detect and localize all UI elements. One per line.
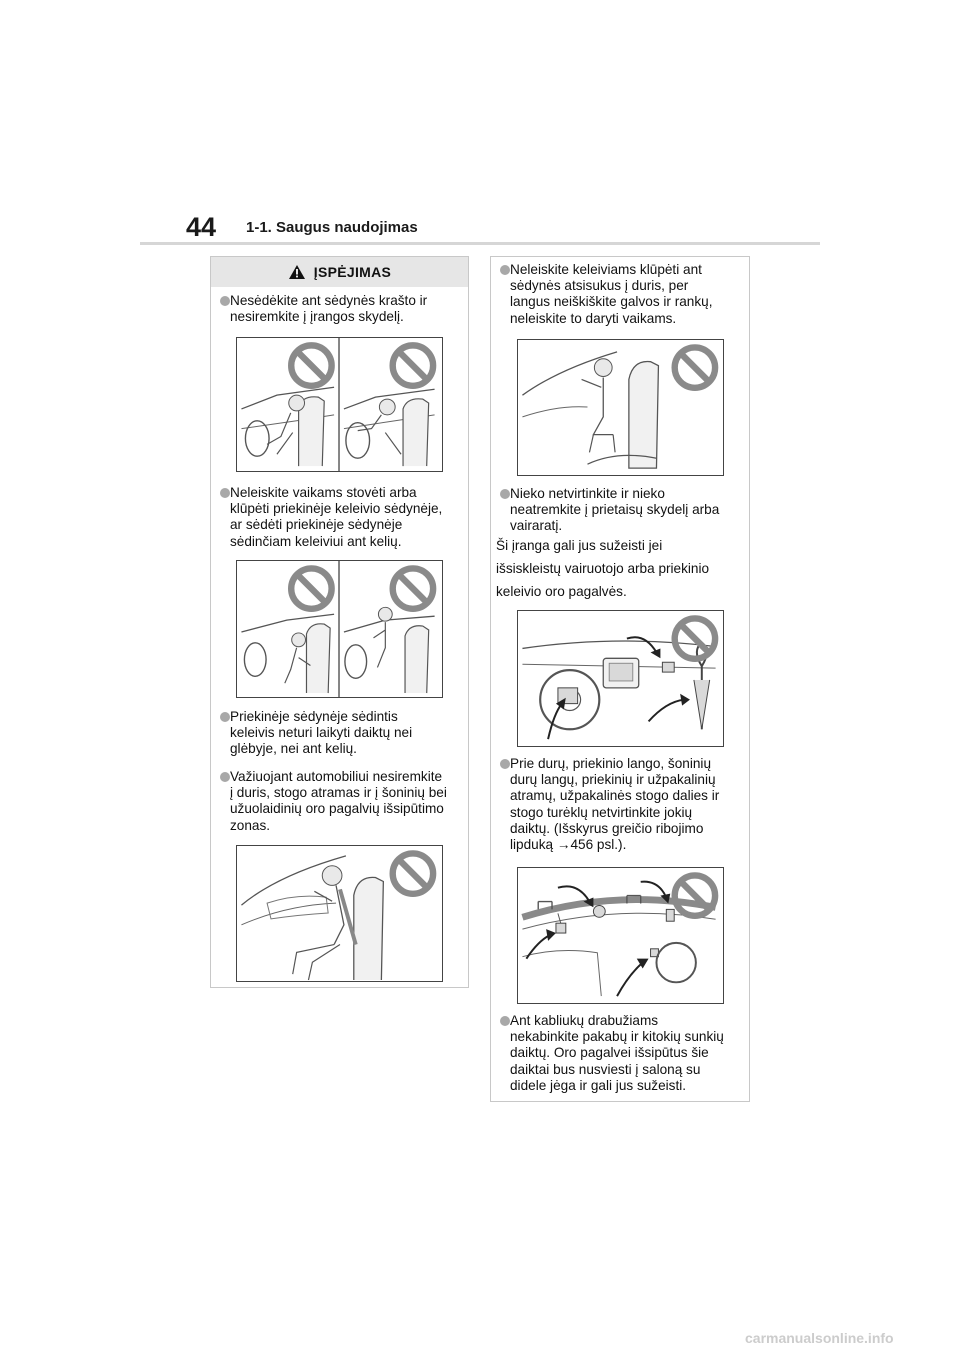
header-rule bbox=[140, 242, 820, 245]
bullet-text: Priekinėje sėdynėje sėdintis keleivis neturi laikyti daiktų nei glėbyje, nei ant kelių. bbox=[230, 709, 413, 757]
illustration-dashboard-items-drawing bbox=[518, 611, 723, 746]
illustration-kneeling-passenger-drawing bbox=[518, 340, 723, 475]
bullet-text: Ant kabliukų drabužiams nekabinkite pakabų ir kitokių sunkių daiktų. Oro pagalvei išsipūtus šie daiktai bus nusviesti į saloną su didele jėga ir gali jus sužeisti. bbox=[510, 1013, 724, 1093]
chapter-title: 1-1. Saugus naudojimas bbox=[246, 219, 418, 236]
prohibition-sign-icon bbox=[393, 568, 433, 608]
info-paragraph: Ši įranga gali jus sužeisti jei išsiskleistų vairuotojo arba priekinio keleivio oro pagalvės. bbox=[496, 538, 710, 599]
warning-panel bbox=[210, 256, 469, 988]
prohibition-sign-icon bbox=[291, 345, 331, 385]
prohibition-sign-icon bbox=[393, 345, 433, 385]
illustration-roof-rails bbox=[517, 867, 724, 1004]
bullet-dot-icon bbox=[220, 296, 230, 306]
bullet-item bbox=[220, 485, 464, 550]
illustration-dashboard-items bbox=[517, 610, 724, 747]
bullet-text: Nesėdėkite ant sėdynės krašto ir nesiremkite į įrangos skydelį. bbox=[230, 293, 428, 325]
warning-panel-continued bbox=[490, 256, 750, 1102]
prohibition-sign-icon bbox=[675, 347, 715, 387]
bullet-item bbox=[500, 756, 744, 853]
illustration-seat-edge-drawing bbox=[237, 338, 442, 471]
bullet-text: Neleiskite keleiviams klūpėti ant sėdynės atsisukus į duris, per langus neiškiškite galvos ir rankų, neleiskite to daryti vaikams. bbox=[510, 262, 713, 326]
watermark: carmanualsonline.info bbox=[745, 1330, 894, 1346]
bullet-text: Važiuojant automobiliui nesiremkite į duris, stogo atramas ir į šoninių bei užuolaidinių oro pagalvių išsipūtimo zonas. bbox=[230, 769, 447, 833]
illustration-leaning-door bbox=[236, 845, 443, 982]
bullet-dot-icon bbox=[500, 265, 510, 275]
illustration-child-seat-drawing bbox=[237, 561, 442, 697]
bullet-item bbox=[500, 1013, 744, 1094]
warning-title: ĮSPĖJIMAS bbox=[313, 264, 392, 280]
illustration-kneeling-passenger bbox=[517, 339, 724, 476]
warning-header bbox=[211, 257, 468, 287]
prohibition-sign-icon bbox=[291, 568, 331, 608]
bullet-dot-icon bbox=[220, 488, 230, 498]
bullet-dot-icon bbox=[220, 772, 230, 782]
bullet-item bbox=[220, 709, 464, 758]
page-number: 44 bbox=[186, 212, 217, 242]
bullet-dot-icon bbox=[500, 1016, 510, 1026]
illustration-roof-rails-drawing bbox=[518, 868, 723, 1003]
bullet-dot-icon bbox=[500, 489, 510, 499]
bullet-text: Prie durų, priekinio lango, šoninių durų langų, priekinių ir užpakalinių atramų, užpakalinės stogo dalies ir stogo turėklų netvirtinkite jokių daiktų. (Išskyrus greičio ribojimo lipduką →456 psl.). bbox=[510, 756, 720, 853]
illustration-seat-edge bbox=[236, 337, 443, 472]
bullet-item bbox=[500, 486, 744, 535]
prohibition-sign-icon bbox=[675, 875, 715, 915]
bullet-item bbox=[500, 262, 744, 327]
warning-triangle-icon bbox=[288, 264, 306, 280]
bullet-dot-icon bbox=[500, 759, 510, 769]
illustration-child-seat bbox=[236, 560, 443, 698]
prohibition-sign-icon bbox=[675, 618, 715, 658]
bullet-text: Neleiskite vaikams stovėti arba klūpėti priekinėje keleivio sėdynėje, ar sėdėti priekinėje sėdynėje sėdinčiam keleiviui ant kelių. bbox=[230, 485, 443, 549]
bullet-item bbox=[220, 769, 464, 834]
bullet-text: Nieko netvirtinkite ir nieko neatremkite į prietaisų skydelį arba vairaratį. bbox=[510, 486, 720, 534]
bullet-item bbox=[220, 293, 464, 325]
illustration-leaning-door-drawing bbox=[237, 846, 442, 981]
prohibition-sign-icon bbox=[393, 853, 433, 893]
bullet-dot-icon bbox=[220, 712, 230, 722]
